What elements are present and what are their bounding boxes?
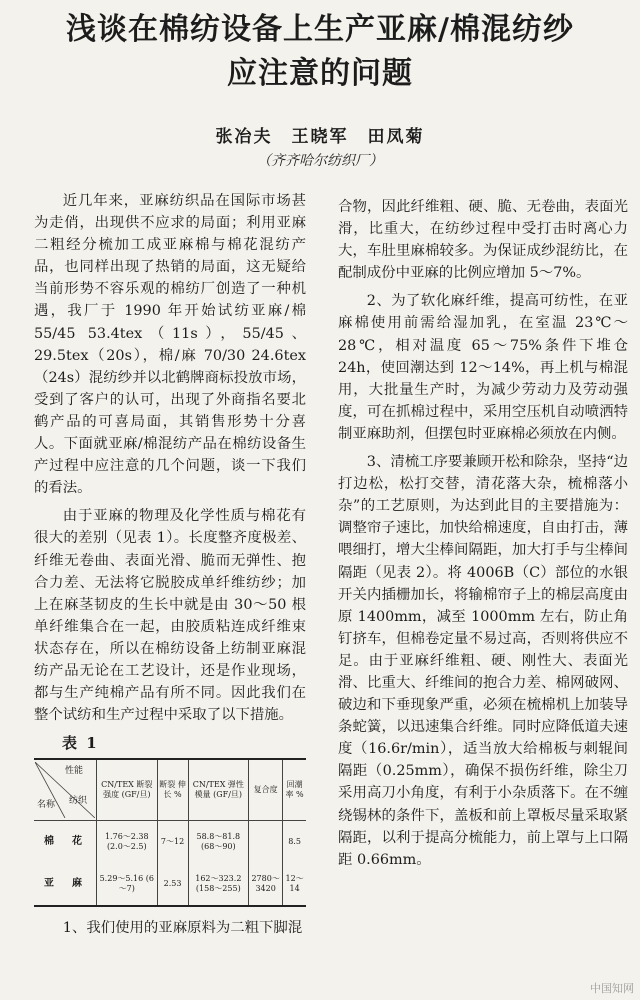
title-line-1: 浅谈在棉纺设备上生产亚麻/棉混纺纱 <box>66 12 574 47</box>
paragraph-raw-material: 1、我们使用的亚麻原料为二粗下脚混 <box>62 920 303 937</box>
corner-label-top: 性能 <box>65 766 84 777</box>
table-cell: 8.5 <box>283 821 306 864</box>
right-column <box>338 196 628 877</box>
table-caption: 表 1 <box>62 734 99 753</box>
author-list: 张冶夫 王晓军 田凤菊 <box>215 127 425 147</box>
column-header: CN/TEX 弹性模量 (GF/旦) <box>188 759 249 821</box>
paragraph-softening: 2、为了软化麻纤维，提高可纺性，在亚麻棉使用前需给湿加乳，在室温 23℃～28℃，相对温度 65～75%条件下堆仓 24h，使回潮达到 12～14%，再上机与棉混用，大批量生产时，为减少劳动力及劳动强度，可在抓棉过程中，采用空压机自动喷洒特制亚麻助剂，但摆包时亚麻棉必须放在内侧。 <box>338 293 628 442</box>
author-affiliation: （齐齐哈尔纺织厂） <box>257 153 383 169</box>
table-cell <box>249 821 283 864</box>
column-header: CN/TEX 断裂强度 (GF/旦) <box>97 759 158 821</box>
corner-label-bottom: 纺织 <box>69 796 88 807</box>
paragraph-cleaning: 3、清梳工序要兼顾开松和除杂，坚持“边打边松，松打交替，清花落大杂，梳棉落小杂”的工艺原则，为达到此目的主要措施为：调整帘子速比，加快给棉速度，自由打击，薄喂细打，增大尘棒间隔距，加大打手与尘棒间隔距（见表 2）。将 4006B（C）部位的水银开关内插栅加长，将输棉帘子上的棉层高度由原 1400mm，减至 1000mm 左右，防止角钉挤车，但棉卷定量不易过高，否则将供应不足。由于亚麻纤维粗、硬、刚性大、表面光滑、比重大、纤维间的抱合力差、棉网破网、破边和下垂现象严重，必须在梳棉机上加装导条蛇簧，以迅速集合纤维。同时应降低道夫速度（16.6r/min），适当放大给棉板与刺辊间隔距（0.25mm），确保不损伤纤维，除尘刀采用高刀小角度，有利于小杂质落下。在不缠绕锡林的条件下，盖板和前上罩板尽量采取紧隔距，以利于提高分梳能力，前上罩与上口隔距 0.66mm。 <box>338 454 628 868</box>
table-cell: 2.53 <box>157 863 188 906</box>
watermark-logo: 中国知网 <box>590 982 634 995</box>
table-cell: 5.29～5.16 (6～7) <box>97 863 158 906</box>
column-header: 复合度 <box>249 759 283 821</box>
table-cell: 162～323.2 (158～255) <box>188 863 249 906</box>
table-row <box>34 821 306 864</box>
corner-label-left: 名称 <box>37 800 56 811</box>
row-label: 棉 花 <box>44 836 86 848</box>
paragraph-properties: 由于亚麻的物理及化学性质与棉花有很大的差别（见表 1）。长度整齐度极差、纤维无卷曲、表面光滑、脆而无弹性、抱合力差、无法将它脱胶成单纤维纺纱；加上在麻茎韧皮的生长中就是由 30～50 根单纤维集合在一起，由胶质粘连成纤维束状态存在，所以在棉纺设备上纺制亚麻混纺产品无论在工艺设计，还是作业现场，都与生产纯棉产品有所不同。因此我们在整个试纺和生产过程中采取了以下措施。 <box>34 508 306 724</box>
table-cell: 2780～3420 <box>249 863 283 906</box>
table-header-row <box>34 759 306 821</box>
table-cell: 58.8～81.8 (68～90) <box>188 821 249 864</box>
column-header: 断裂 伸长 % <box>157 759 188 821</box>
property-table <box>34 758 306 907</box>
article-title <box>40 8 600 96</box>
left-column <box>34 190 306 945</box>
table-cell: 12～14 <box>283 863 306 906</box>
column-header: 回潮率 % <box>283 759 306 821</box>
table-cell: 7～12 <box>157 821 188 864</box>
table-cell: 1.76～2.38 (2.0～2.5) <box>97 821 158 864</box>
title-line-2: 应注意的问题 <box>227 56 413 91</box>
row-label: 亚 麻 <box>44 878 86 890</box>
paragraph-continued: 合物，因此纤维粗、硬、脆、无卷曲，表面光滑，比重大，在纺纱过程中受打击时离心力大，车肚里麻棉较多。为保证成纱混纺比，在配制成份中亚麻的比例应增加 5～7%。 <box>338 199 628 282</box>
table-row <box>34 863 306 906</box>
table-corner-cell <box>34 759 97 821</box>
paragraph-intro: 近几年来，亚麻纺织品在国际市场甚为走俏，出现供不应求的局面；利用亚麻二粗经分梳加工成亚麻棉与棉花混纺产品，也同样出现了热销的局面，这无疑给当前形势不容乐观的棉纺厂创造了一种机遇，我厂于 1990 年开始试纺亚麻/棉 55/45 53.4tex（11s），55/45、29.5tex（20s），棉/麻 70/30 24.6tex（24s）混纺纱并以北鹤牌商标投放市场，受到了客户的认可，出现了外商指名要北鹤产品的可喜局面，其销售形势十分喜人。下面就亚麻/棉混纺产品在棉纺设备生产过程中应注意的几个问题，谈一下我们的看法。 <box>34 193 306 497</box>
